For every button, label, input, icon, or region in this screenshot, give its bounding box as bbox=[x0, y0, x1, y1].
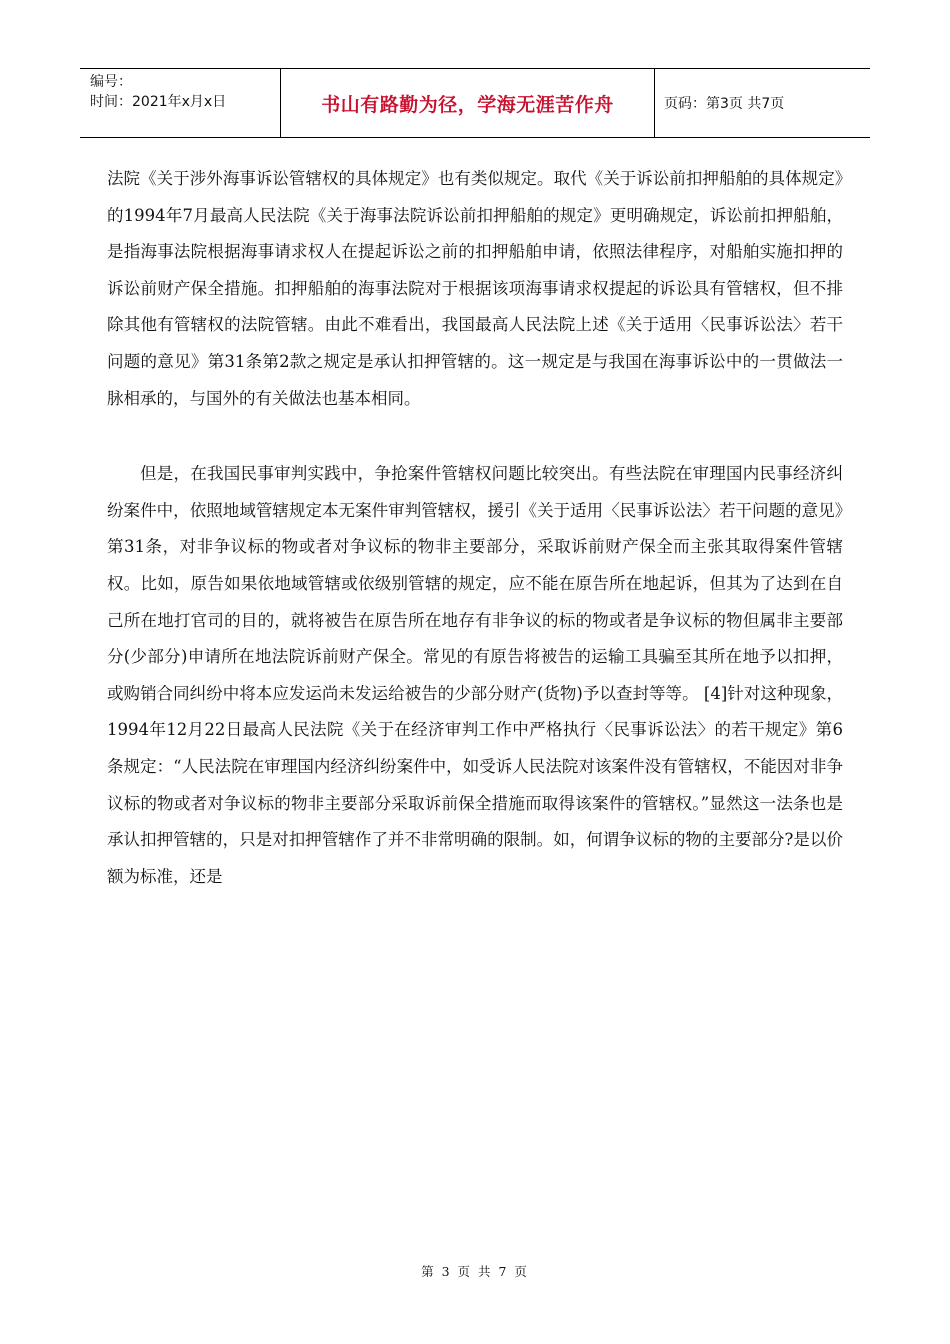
motto-text: 书山有路勤为径，学海无涯苦作舟 bbox=[321, 93, 614, 116]
header-table bbox=[80, 68, 870, 138]
time-label: 时间：2021年x月x日 bbox=[90, 94, 227, 110]
document-body bbox=[107, 161, 843, 895]
header-page-cell bbox=[655, 69, 870, 137]
paragraph-2: 但是，在我国民事审判实践中，争抢案件管辖权问题比较突出。有些法院在审理国内民事经济纠纷案件中，依照地域管辖规定本无案件审判管辖权，援引《关于适用〈民事诉讼法〉若干问题的意见》第31条，对非争议标的物或者对争议标的物非主要部分，采取诉前财产保全而主张其取得案件管辖权。比如，原告如果依地域管辖或依级别管辖的规定，应不能在原告所在地起诉，但其为了达到在自己所在地打官司的目的，就将被告在原告所在地存有非争议的标的物或者是争议标的物但属非主要部分(少部分)申请所在地法院诉前财产保全。常见的有原告将被告的运输工具骗至其所在地予以扣押，或购销合同纠纷中将本应发运尚未发运给被告的少部分财产(货物)予以查封等等。 [4]针对这种现象，1994年12月22日最高人民法院《关于在经济审判工作中严格执行〈民事诉讼法〉的若干规定》第6条规定：“人民法院在审理国内经济纠纷案件中，如受诉人民法院对该案件没有管辖权，不能因对非争议标的物或者对争议标的物非主要部分采取诉前保全措施而取得该案件的管辖权。”显然这一法条也是承认扣押管辖的，只是对扣押管辖作了并不非常明确的限制。如，何谓争议标的物的主要部分?是以价额为标准，还是 bbox=[107, 464, 843, 886]
page-footer: 第 3 页 共 7 页 bbox=[421, 1264, 529, 1279]
number-label: 编号： bbox=[90, 74, 132, 90]
header-motto-cell bbox=[281, 69, 655, 137]
header-left-cell bbox=[80, 69, 281, 137]
paragraph-1: 法院《关于涉外海事诉讼管辖权的具体规定》也有类似规定。取代《关于诉讼前扣押船舶的具体规定》的1994年7月最高人民法院《关于海事法院诉讼前扣押船舶的规定》更明确规定，诉讼前扣押船舶，是指海事法院根据海事请求权人在提起诉讼之前的扣押船舶申请，依照法律程序，对船舶实施扣押的诉讼前财产保全措施。扣押船舶的海事法院对于根据该项海事请求权提起的诉讼具有管辖权，但不排除其他有管辖权的法院管辖。由此不难看出，我国最高人民法院上述《关于适用〈民事诉讼法〉若干问题的意见》第31条第2款之规定是承认扣押管辖的。这一规定是与我国在海事诉讼中的一贯做法一脉相承的，与国外的有关做法也基本相同。 bbox=[107, 169, 843, 408]
page-label: 页码：第3页 共7页 bbox=[664, 96, 785, 112]
